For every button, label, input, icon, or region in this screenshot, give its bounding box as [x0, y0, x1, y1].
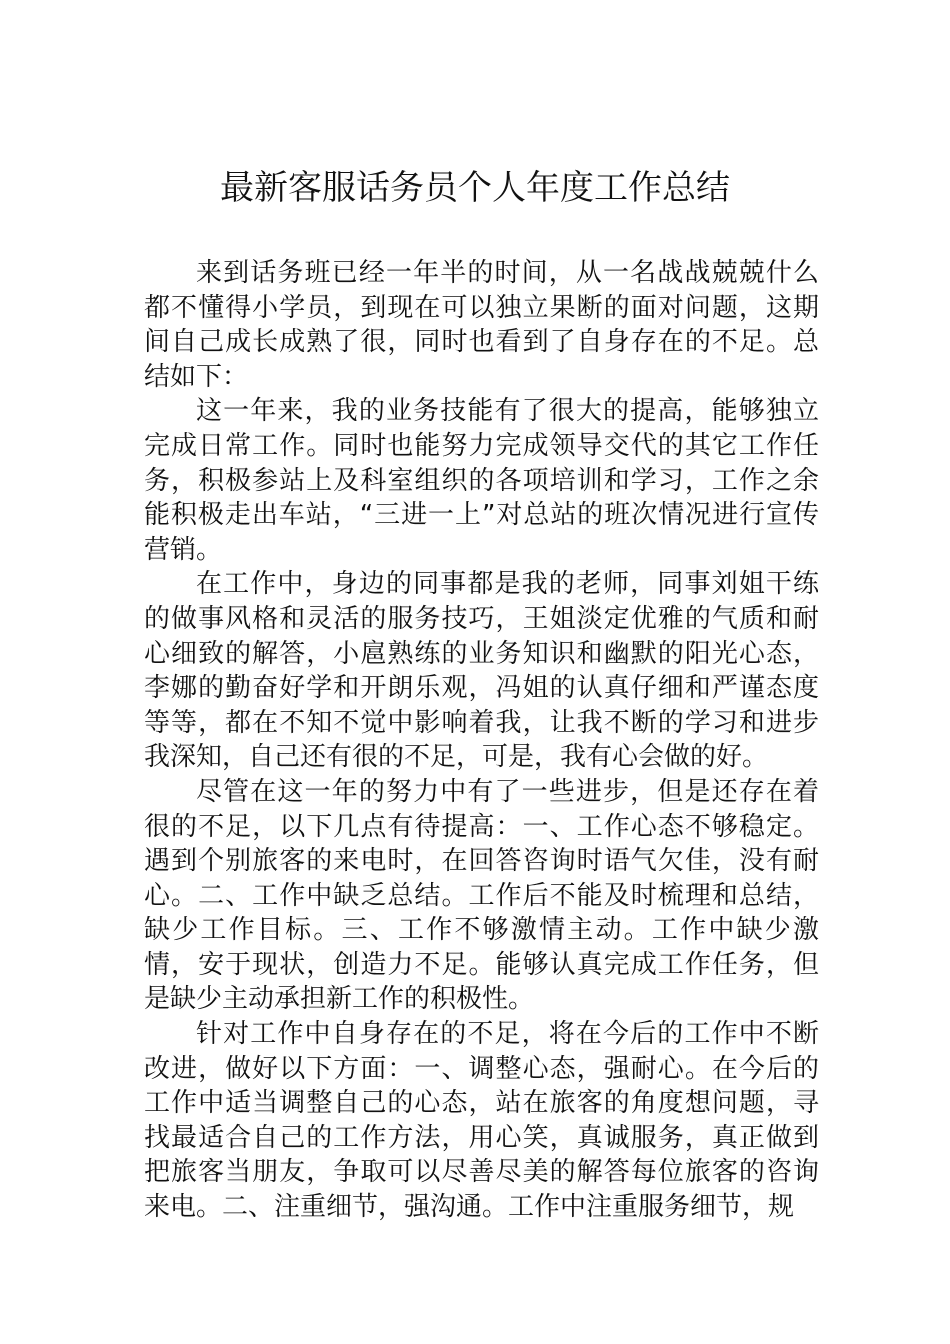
- paragraph-5: 针对工作中自身存在的不足，将在今后的工作中不断改进，做好以下方面：一、调整心态，强耐心。在今后的工作中适当调整自己的心态，站在旅客的角度想问题，寻找最适合自己的工作方法，用心笑，真诚服务，真正做到把旅客当朋友，争取可以尽善尽美的解答每位旅客的咨询来电。二、注重细节，强沟通。工作中注重服务细节，规: [144, 1019, 819, 1223]
- paragraph-2: 这一年来，我的业务技能有了很大的提高，能够独立完成日常工作。同时也能努力完成领导交代的其它工作任务，积极参站上及科室组织的各项培训和学习，工作之余能积极走出车站，“三进一上”对总站的班次情况进行宣传营销。: [144, 396, 819, 565]
- document-body: [144, 256, 819, 1225]
- paragraph-1: 来到话务班已经一年半的时间，从一名战战兢兢什么都不懂得小学员，到现在可以独立果断的面对问题，这期间自己成长成熟了很，同时也看到了自身存在的不足。总结如下：: [144, 258, 819, 392]
- paragraph-3: 在工作中，身边的同事都是我的老师，同事刘姐干练的做事风格和灵活的服务技巧，王姐淡定优雅的气质和耐心细致的解答，小扈熟练的业务知识和幽默的阳光心态，李娜的勤奋好学和开朗乐观，冯姐的认真仔细和严谨态度等等，都在不知不觉中影响着我，让我不断的学习和进步我深知，自己还有很的不足，可是，我有心会做的好。: [144, 569, 819, 773]
- paragraph-4: 尽管在这一年的努力中有了一些进步，但是还存在着很的不足，以下几点有待提高：一、工作心态不够稳定。遇到个别旅客的来电时，在回答咨询时语气欠佳，没有耐心。二、工作中缺乏总结。工作后不能及时梳理和总结，缺少工作目标。三、工作不够激情主动。工作中缺少激情，安于现状，创造力不足。能够认真完成工作任务，但是缺少主动承担新工作的积极性。: [144, 776, 819, 1015]
- document-title: 最新客服话务员个人年度工作总结: [220, 168, 730, 208]
